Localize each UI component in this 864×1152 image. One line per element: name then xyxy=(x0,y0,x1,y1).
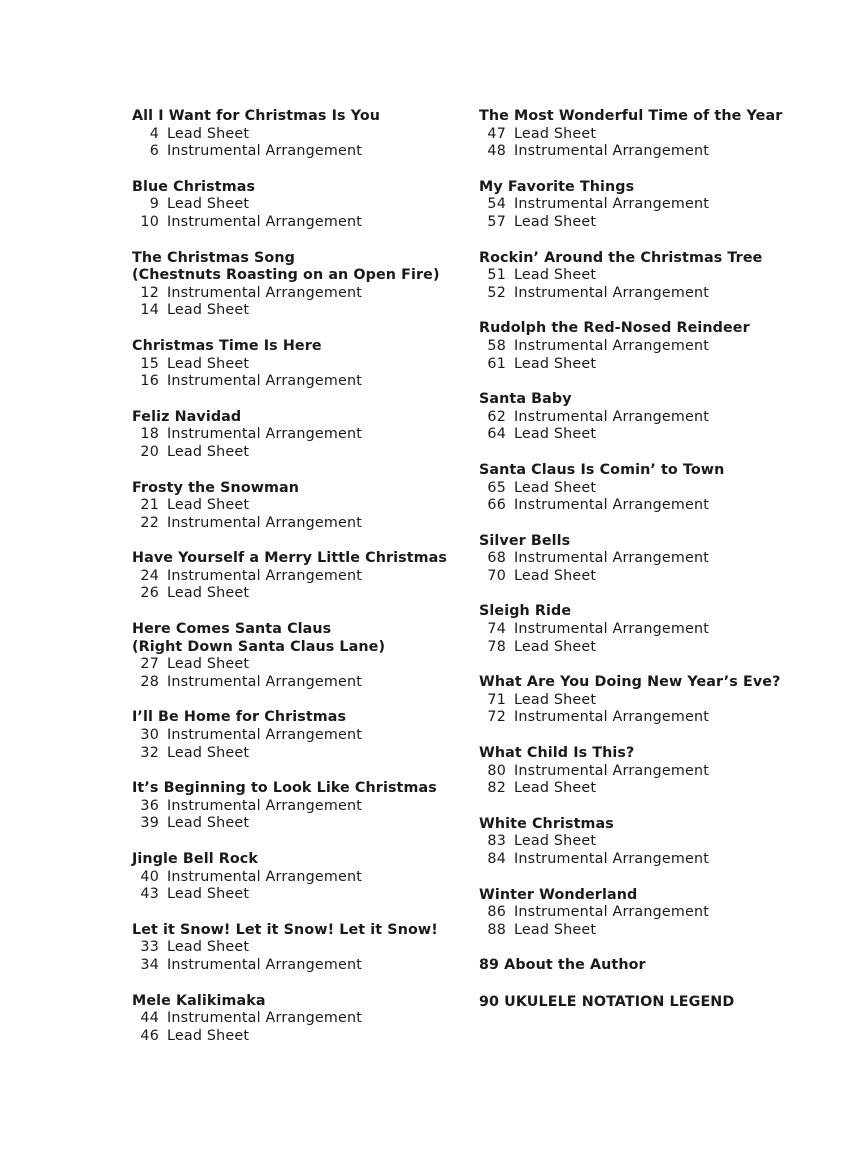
toc-page-entry xyxy=(132,515,452,533)
toc-song-entry xyxy=(132,993,452,1046)
entry-label: Lead Sheet xyxy=(167,585,250,602)
toc-page-entry xyxy=(132,745,452,763)
toc-page-entry xyxy=(132,497,452,515)
entry-label: Lead Sheet xyxy=(514,567,597,584)
toc-page-entry xyxy=(479,267,779,285)
toc-left-column xyxy=(132,108,452,1063)
toc-page-entry xyxy=(132,869,452,887)
song-title: Santa Claus Is Comin’ to Town xyxy=(479,461,725,478)
page-number: 57 xyxy=(487,213,506,230)
page-number: 51 xyxy=(487,267,506,284)
toc-page-entry xyxy=(479,356,779,374)
song-title: White Christmas xyxy=(479,815,614,832)
toc-song-entry xyxy=(132,550,452,603)
toc-song-entry xyxy=(479,745,779,798)
entry-label: Instrumental Arrangement xyxy=(167,868,363,885)
song-title: The Most Wonderful Time of the Year xyxy=(479,108,783,124)
entry-label: Instrumental Arrangement xyxy=(514,550,710,567)
song-title: Santa Baby xyxy=(479,391,572,408)
toc-standalone-entry: 89 About the Author xyxy=(479,957,646,974)
entry-label: Instrumental Arrangement xyxy=(514,621,710,638)
toc-page-entry xyxy=(479,497,779,515)
page-number: 39 xyxy=(140,815,159,832)
entry-label: Lead Sheet xyxy=(167,1027,250,1044)
toc-page-entry xyxy=(132,1028,452,1046)
page-number: 47 xyxy=(487,125,506,142)
page-number: 24 xyxy=(140,567,159,584)
toc-song-entry xyxy=(479,603,779,656)
toc-page-entry xyxy=(479,621,779,639)
toc-page-entry xyxy=(479,196,779,214)
toc-song-entry xyxy=(132,851,452,904)
entry-label: Lead Sheet xyxy=(167,443,250,460)
toc-page-entry xyxy=(132,285,452,303)
toc-song-entry xyxy=(479,816,779,869)
page-number: 61 xyxy=(487,355,506,372)
page-number: 54 xyxy=(487,196,506,213)
page-number: 84 xyxy=(487,851,506,867)
page-number: 6 xyxy=(149,143,159,160)
toc-page-entry xyxy=(132,656,452,674)
toc-page-entry xyxy=(479,851,779,869)
toc-page-entry xyxy=(132,1010,452,1028)
page-number: 66 xyxy=(487,497,506,514)
entry-label: Lead Sheet xyxy=(514,426,597,443)
page-number: 10 xyxy=(140,213,159,230)
entry-label: Instrumental Arrangement xyxy=(514,497,710,514)
song-title: What Are You Doing New Year’s Eve? xyxy=(479,674,781,691)
toc-song-entry xyxy=(132,780,452,833)
entry-label: Lead Sheet xyxy=(514,479,597,496)
page-number: 86 xyxy=(487,904,506,921)
song-title: I’ll Be Home for Christmas xyxy=(132,709,347,726)
page-number: 62 xyxy=(487,408,506,425)
toc-page-entry xyxy=(479,709,779,727)
entry-label: Lead Sheet xyxy=(514,638,597,655)
toc-page-entry xyxy=(479,904,779,922)
toc-song-entry xyxy=(132,480,452,533)
page-number: 74 xyxy=(487,621,506,638)
toc-page-entry xyxy=(132,143,452,161)
toc-page-entry xyxy=(479,763,779,781)
page-number: 52 xyxy=(487,284,506,301)
entry-label: Instrumental Arrangement xyxy=(167,727,363,744)
page-number: 83 xyxy=(487,833,506,850)
toc-page-entry xyxy=(479,833,779,851)
entry-label: Instrumental Arrangement xyxy=(514,196,710,213)
toc-song-entry xyxy=(479,320,779,373)
toc-song-entry xyxy=(479,179,779,232)
toc-song-entry xyxy=(132,250,452,320)
page-number: 18 xyxy=(140,426,159,443)
toc-page-entry xyxy=(479,409,779,427)
entry-label: Lead Sheet xyxy=(514,833,597,850)
toc-song-entry xyxy=(132,922,452,975)
song-title: Mele Kalikimaka xyxy=(132,992,266,1009)
toc-page-entry xyxy=(132,674,452,692)
toc-song-entry xyxy=(132,108,452,161)
song-title: Frosty the Snowman xyxy=(132,479,300,496)
page-number: 34 xyxy=(140,956,159,973)
page-number: 27 xyxy=(140,656,159,673)
entry-label: Lead Sheet xyxy=(167,302,250,319)
song-title: Christmas Time Is Here xyxy=(132,337,322,354)
toc-page-entry xyxy=(132,939,452,957)
entry-label: Instrumental Arrangement xyxy=(167,1010,363,1027)
toc-page-entry xyxy=(132,356,452,374)
toc-standalone-entry: 90 UKULELE NOTATION LEGEND xyxy=(479,993,735,1010)
toc-page-entry xyxy=(132,302,452,320)
entry-label: Lead Sheet xyxy=(167,497,250,514)
toc-page-entry xyxy=(479,639,779,657)
entry-label: Lead Sheet xyxy=(167,125,250,142)
toc-page-entry xyxy=(132,426,452,444)
page-number: 68 xyxy=(487,550,506,567)
page-number: 70 xyxy=(487,567,506,584)
page-number: 46 xyxy=(140,1027,159,1044)
toc-page-entry xyxy=(132,568,452,586)
entry-label: Instrumental Arrangement xyxy=(514,851,710,867)
entry-label: Instrumental Arrangement xyxy=(167,567,363,584)
toc-right-column xyxy=(479,108,783,1031)
entry-label: Instrumental Arrangement xyxy=(167,514,363,531)
page-number: 33 xyxy=(140,939,159,956)
page-number: 30 xyxy=(140,727,159,744)
page-number: 44 xyxy=(140,1010,159,1027)
toc-page-entry xyxy=(132,444,452,462)
toc-page-entry xyxy=(132,886,452,904)
entry-label: Instrumental Arrangement xyxy=(514,709,710,726)
page-number: 78 xyxy=(487,638,506,655)
entry-label: Instrumental Arrangement xyxy=(167,797,363,814)
toc-song-entry xyxy=(132,621,452,691)
entry-label: Instrumental Arrangement xyxy=(514,143,710,160)
toc-page-entry xyxy=(479,214,779,232)
toc-page-entry xyxy=(479,550,779,568)
entry-label: Instrumental Arrangement xyxy=(167,956,363,973)
entry-label: Lead Sheet xyxy=(514,691,597,708)
toc-page-entry xyxy=(132,727,452,745)
entry-label: Instrumental Arrangement xyxy=(167,213,363,230)
entry-label: Instrumental Arrangement xyxy=(167,143,363,160)
song-title: It’s Beginning to Look Like Christmas xyxy=(132,780,437,797)
entry-label: Lead Sheet xyxy=(514,355,597,372)
toc-page-entry xyxy=(479,338,779,356)
toc-page-entry xyxy=(479,480,779,498)
entry-label: Lead Sheet xyxy=(167,939,250,956)
page-number: 43 xyxy=(140,886,159,903)
page-number: 20 xyxy=(140,443,159,460)
song-title: Feliz Navidad xyxy=(132,408,242,425)
entry-label: Lead Sheet xyxy=(167,744,250,761)
song-title: Have Yourself a Merry Little Christmas xyxy=(132,550,448,567)
page-number: 88 xyxy=(487,921,506,938)
song-title: Here Comes Santa Claus xyxy=(132,621,332,638)
page-number: 72 xyxy=(487,709,506,726)
song-title: The Christmas Song xyxy=(132,249,295,266)
page-number: 9 xyxy=(149,196,159,213)
page-number: 14 xyxy=(140,302,159,319)
entry-label: Lead Sheet xyxy=(167,355,250,372)
toc-page-entry xyxy=(132,585,452,603)
song-title: Silver Bells xyxy=(479,532,571,549)
song-title: Rockin’ Around the Christmas Tree xyxy=(479,249,763,266)
song-title: (Chestnuts Roasting on an Open Fire) xyxy=(132,267,440,284)
song-title: Sleigh Ride xyxy=(479,603,572,620)
entry-label: Lead Sheet xyxy=(514,213,597,230)
song-title: Let it Snow! Let it Snow! Let it Snow! xyxy=(132,921,438,938)
toc-song-entry xyxy=(479,391,779,444)
page-number: 12 xyxy=(140,284,159,301)
toc-page-entry xyxy=(479,426,779,444)
entry-label: Lead Sheet xyxy=(167,196,250,213)
toc-song-entry xyxy=(132,709,452,762)
page-number: 65 xyxy=(487,479,506,496)
entry-label: Instrumental Arrangement xyxy=(514,904,710,921)
song-title: What Child Is This? xyxy=(479,745,635,762)
entry-label: Instrumental Arrangement xyxy=(167,426,363,443)
page-number: 16 xyxy=(140,373,159,390)
page-number: 26 xyxy=(140,585,159,602)
page-number: 80 xyxy=(487,762,506,779)
entry-label: Lead Sheet xyxy=(514,267,597,284)
entry-label: Lead Sheet xyxy=(514,780,597,797)
page-number: 58 xyxy=(487,337,506,354)
page-number: 71 xyxy=(487,691,506,708)
entry-label: Lead Sheet xyxy=(514,921,597,938)
toc-page-entry xyxy=(479,126,779,144)
toc-song-entry xyxy=(479,674,779,727)
entry-label: Instrumental Arrangement xyxy=(514,337,710,354)
page-number: 32 xyxy=(140,744,159,761)
entry-label: Lead Sheet xyxy=(167,656,250,673)
toc-song-entry xyxy=(132,179,452,232)
page-number: 28 xyxy=(140,673,159,690)
song-title: All I Want for Christmas Is You xyxy=(132,108,381,124)
song-title: Winter Wonderland xyxy=(479,886,638,903)
toc-page-entry xyxy=(479,692,779,710)
page-number: 4 xyxy=(149,125,159,142)
song-title: My Favorite Things xyxy=(479,178,635,195)
toc-page-entry xyxy=(132,957,452,975)
entry-label: Instrumental Arrangement xyxy=(167,284,363,301)
toc-page-entry xyxy=(479,922,779,940)
page-number: 64 xyxy=(487,426,506,443)
page-number: 22 xyxy=(140,514,159,531)
page-number: 36 xyxy=(140,797,159,814)
toc-page-entry xyxy=(132,126,452,144)
song-title: (Right Down Santa Claus Lane) xyxy=(132,638,386,655)
toc-song-entry xyxy=(132,338,452,391)
page-number: 48 xyxy=(487,143,506,160)
entry-label: Instrumental Arrangement xyxy=(514,762,710,779)
song-title: Rudolph the Red-Nosed Reindeer xyxy=(479,320,750,337)
entry-label: Instrumental Arrangement xyxy=(167,373,363,390)
toc-page-entry xyxy=(479,143,779,161)
entry-label: Lead Sheet xyxy=(167,815,250,832)
toc-page-entry xyxy=(132,798,452,816)
toc-page-entry xyxy=(479,285,779,303)
toc-song-entry xyxy=(132,409,452,462)
toc-song-entry xyxy=(479,462,779,515)
entry-label: Lead Sheet xyxy=(167,886,250,903)
page-number: 40 xyxy=(140,868,159,885)
toc-song-entry xyxy=(479,108,783,161)
toc-page-entry xyxy=(132,815,452,833)
entry-label: Instrumental Arrangement xyxy=(514,284,710,301)
entry-label: Instrumental Arrangement xyxy=(167,673,363,690)
song-title: Jingle Bell Rock xyxy=(132,851,258,867)
page-number: 82 xyxy=(487,780,506,797)
entry-label: Lead Sheet xyxy=(514,125,597,142)
toc-page-entry xyxy=(479,780,779,798)
toc-page-entry xyxy=(132,373,452,391)
toc-page-entry xyxy=(132,214,452,232)
page-number: 15 xyxy=(140,355,159,372)
toc-song-entry xyxy=(479,533,779,586)
toc-page-entry xyxy=(479,568,779,586)
toc-song-entry xyxy=(479,887,779,940)
page-number: 21 xyxy=(140,497,159,514)
toc-song-entry xyxy=(479,250,779,303)
song-title: Blue Christmas xyxy=(132,178,256,195)
toc-page-entry xyxy=(132,196,452,214)
entry-label: Instrumental Arrangement xyxy=(514,408,710,425)
